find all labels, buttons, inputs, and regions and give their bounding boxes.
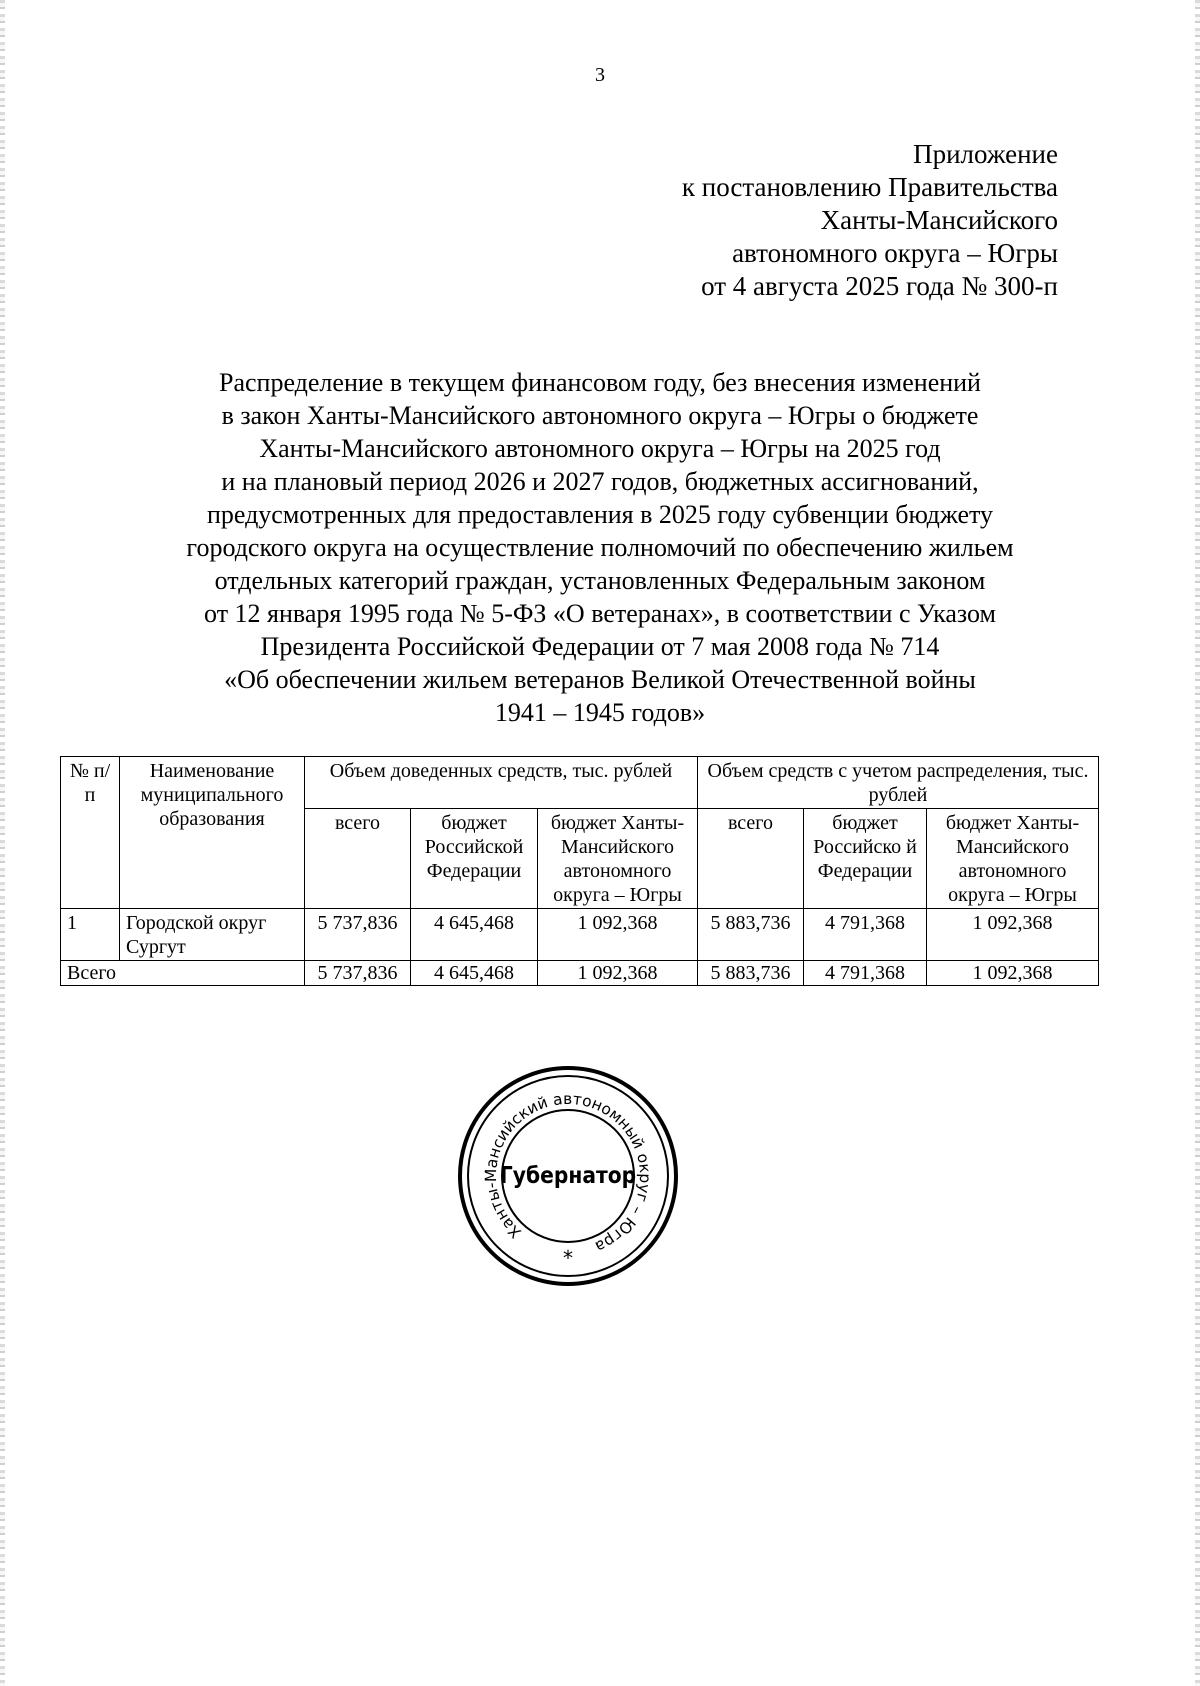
total-g2-rf: 4 791,368 — [804, 961, 927, 986]
cell-g1-hmao: 1 092,368 — [538, 909, 698, 961]
header-name: Наименование муниципального образования — [120, 757, 305, 909]
appendix-block — [682, 138, 1058, 303]
table-header-row — [61, 757, 1099, 809]
header-g1-total: всего — [305, 809, 411, 909]
cell-num: 1 — [61, 909, 120, 961]
cell-name: Городской округ Сургут — [120, 909, 305, 961]
cell-g2-rf: 4 791,368 — [804, 909, 927, 961]
cell-g2-total: 5 883,736 — [698, 909, 804, 961]
cell-g1-total: 5 737,836 — [305, 909, 411, 961]
scan-edge-left — [0, 0, 5, 1686]
cell-g1-rf: 4 645,468 — [411, 909, 538, 961]
total-g2-total: 5 883,736 — [698, 961, 804, 986]
title-line: предусмотренных для предоставления в 2025 году субвенции бюджету — [206, 500, 994, 529]
governor-seal — [456, 1064, 680, 1288]
title-line: Ханты-Мансийского автономного округа – Югры на 2025 год — [259, 434, 941, 463]
distribution-table — [60, 756, 1099, 986]
title-line: Распределение в текущем финансовом году, без внесения изменений — [219, 368, 981, 397]
title-line: отдельных категорий граждан, установленных Федеральным законом — [214, 566, 986, 595]
total-g1-total: 5 737,836 — [305, 961, 411, 986]
title-line: Президента Российской Федерации от 7 мая 2008 года № 714 — [260, 632, 940, 661]
title-line: и на плановый период 2026 и 2027 годов, бюджетных ассигнований, — [221, 467, 979, 496]
total-g1-hmao: 1 092,368 — [538, 961, 698, 986]
header-group-allocated: Объем доведенных средств, тыс. рублей — [305, 757, 698, 809]
header-g2-hmao: бюджет Ханты-Мансийского автономного округа – Югры — [927, 809, 1099, 909]
total-g2-hmao: 1 092,368 — [927, 961, 1099, 986]
header-g1-hmao: бюджет Ханты-Мансийского автономного округа – Югры — [538, 809, 698, 909]
seal-star: * — [563, 1246, 573, 1270]
appendix-line: автономного округа – Югры — [732, 238, 1058, 268]
document-title — [100, 366, 1100, 729]
header-g2-rf: бюджет Российско й Федерации — [804, 809, 927, 909]
page-number: 3 — [595, 64, 605, 86]
appendix-line: Приложение — [913, 139, 1058, 169]
seal-ring-text: Ханты-Мансийский автономный округ – Югра — [481, 1089, 655, 1256]
header-num: № п/п — [61, 757, 120, 909]
appendix-line: от 4 августа 2025 года № 300-п — [701, 271, 1058, 301]
title-line: городского округа на осуществление полномочий по обеспечению жильем — [186, 533, 1014, 562]
table-row — [61, 909, 1099, 961]
header-g1-rf: бюджет Российской Федерации — [411, 809, 538, 909]
scan-edge-right — [1195, 0, 1200, 1686]
total-label: Всего — [61, 961, 305, 986]
appendix-line: Ханты-Мансийского — [820, 205, 1058, 235]
total-g1-rf: 4 645,468 — [411, 961, 538, 986]
seal-center-text: Губернатор — [499, 1163, 637, 1189]
title-line: от 12 января 1995 года № 5-ФЗ «О ветеранах», в соответствии с Указом — [204, 599, 996, 628]
appendix-line: к постановлению Правительства — [681, 172, 1058, 202]
header-group-distributed: Объем средств с учетом распределения, тыс. рублей — [698, 757, 1099, 809]
cell-g2-hmao: 1 092,368 — [927, 909, 1099, 961]
table-total-row — [61, 961, 1099, 986]
title-line: 1941 – 1945 годов» — [494, 698, 706, 727]
header-g2-total: всего — [698, 809, 804, 909]
title-line: «Об обеспечении жильем ветеранов Великой Отечественной войны — [224, 665, 976, 694]
title-line: в закон Ханты-Мансийского автономного округа – Югры о бюджете — [221, 401, 979, 430]
